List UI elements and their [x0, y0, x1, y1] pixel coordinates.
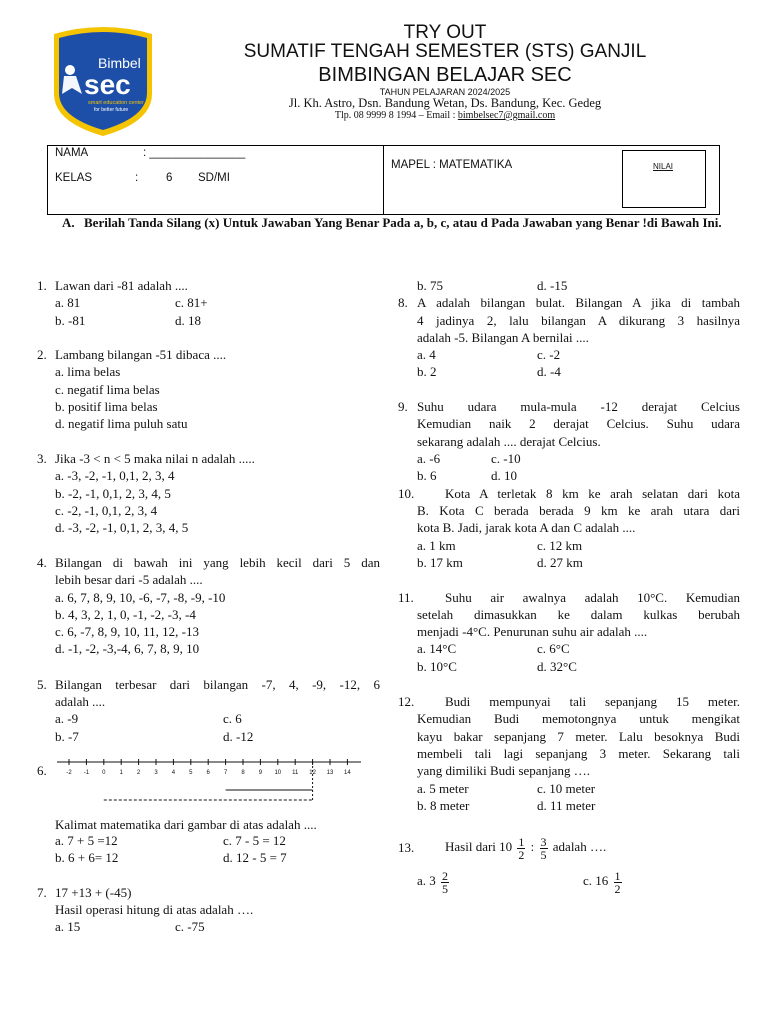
kelas-label: KELAS — [55, 172, 93, 184]
nama-field[interactable]: : _______________ — [143, 147, 246, 159]
number-line-tick-label: 6 — [206, 770, 210, 776]
q3-option-a[interactable]: a. -3, -2, -1, 0,1, 2, 3, 4 — [55, 468, 175, 483]
q11-option-b[interactable]: b. 10°C — [417, 659, 457, 674]
number-line-tick-label: 13 — [326, 770, 334, 776]
kelas-value: 6 — [166, 172, 173, 184]
q13-a-numerator: 2 — [442, 868, 449, 883]
q13-fraction-1 — [517, 836, 525, 861]
q8-number: 8. — [398, 295, 408, 310]
q13-f1-numerator: 1 — [518, 834, 525, 849]
number-line-tick-label: 3 — [154, 770, 158, 776]
number-line-tick-label: 4 — [171, 770, 176, 776]
q8-option-c[interactable]: c. -2 — [537, 347, 561, 362]
q2-number: 2. — [37, 347, 47, 362]
q5-stem-line2: adalah .... — [55, 694, 106, 709]
q9-option-a[interactable]: a. -6 — [417, 451, 441, 466]
q9-line2: Kemudian naik 2 derajat Celcius. Suhu udara — [417, 416, 740, 431]
nama-label: NAMA — [55, 147, 89, 159]
nilai-label: NILAI — [653, 162, 674, 171]
q13-stem — [445, 832, 606, 862]
q9-line1: Suhu udara mula-mula -12 derajat Celcius — [417, 399, 740, 414]
number-line-tick-label: 12 — [309, 770, 316, 776]
q12-option-a[interactable]: a. 5 meter — [417, 781, 469, 796]
title-bimbel: BIMBINGAN BELAJAR SEC — [318, 64, 572, 86]
q11-option-a[interactable]: a. 14°C — [417, 641, 457, 656]
q13-c-whole: c. 16 — [583, 873, 609, 888]
q6-stem: Kalimat matematika dari gambar di atas adalah .... — [55, 817, 317, 832]
q2-option-c[interactable]: c. negatif lima belas — [55, 382, 160, 397]
q9-option-c[interactable]: c. -10 — [491, 451, 521, 466]
q6-number: 6. — [37, 763, 47, 778]
q11-number: 11. — [398, 590, 414, 605]
q5-option-a[interactable]: a. -9 — [55, 711, 79, 726]
q3-option-b[interactable]: b. -2, -1, 0,1, 2, 3, 4, 5 — [55, 486, 171, 501]
q13-stem-pre: Hasil dari 10 — [445, 839, 513, 854]
q13-stem-post: adalah …. — [552, 839, 607, 854]
identity-divider — [383, 146, 384, 214]
school-year: TAHUN PELAJARAN 2024/2025 — [379, 87, 511, 97]
q12-option-b[interactable]: b. 8 meter — [417, 798, 470, 813]
q2-stem: Lambang bilangan -51 dibaca .... — [55, 347, 227, 362]
number-line-tick-label: 9 — [258, 770, 263, 776]
q13-number: 13. — [398, 840, 415, 855]
q12-line4: membeli tali lagi sepanjang 3 meter. Sekarang tali — [417, 746, 740, 761]
q3-number: 3. — [37, 451, 47, 466]
q13-operator: : — [530, 839, 535, 854]
q12-line3: kayu bakar sepanjang 7 meter. Lalu besoknya Budi — [417, 729, 740, 744]
title-try-out: TRY OUT — [403, 22, 487, 43]
q10-line2: B. Kota C berada berada 9 km ke arah utara dari — [417, 503, 740, 518]
mapel: MAPEL : MATEMATIKA — [391, 159, 513, 171]
q3-option-c[interactable]: c. -2, -1, 0,1, 2, 3, 4 — [55, 503, 158, 518]
logo-sub: smart education center — [88, 100, 144, 106]
q9-line3: sekarang adalah .... derajat Celcius. — [417, 434, 601, 449]
bimbel-sec-logo — [48, 24, 158, 138]
q1-option-d[interactable]: d. 18 — [175, 313, 201, 328]
q10-option-b[interactable]: b. 17 km — [417, 555, 463, 570]
q5-stem-line1: Bilangan terbesar dari bilangan -7, 4, -9, -12, 6 — [55, 677, 380, 692]
q10-option-c[interactable]: c. 12 km — [537, 538, 583, 553]
q10-number: 10. — [398, 486, 415, 501]
q13-a-fraction — [441, 870, 449, 895]
q4-option-d[interactable]: d. -1, -2, -3,-4, 6, 7, 8, 9, 10 — [55, 641, 200, 656]
q8-option-d[interactable]: d. -4 — [537, 364, 561, 379]
q5-option-d[interactable]: d. -12 — [223, 729, 254, 744]
q9-option-d[interactable]: d. 10 — [491, 468, 517, 483]
q5-option-b[interactable]: b. -7 — [55, 729, 79, 744]
q12-option-c[interactable]: c. 10 meter — [537, 781, 596, 796]
q12-number: 12. — [398, 694, 415, 709]
q6-option-d[interactable]: d. 12 - 5 = 7 — [223, 850, 287, 865]
number-line-tick-label: 0 — [102, 770, 106, 776]
number-line-tick-label: -1 — [83, 770, 90, 776]
q13-fraction-2 — [540, 836, 548, 861]
number-line-tick-label: 14 — [344, 770, 351, 776]
address: Jl. Kh. Astro, Dsn. Bandung Wetan, Ds. Bandung, Kec. Gedeg — [288, 96, 602, 110]
q13-option-a[interactable] — [417, 866, 451, 896]
identity-box — [47, 145, 720, 215]
q4-option-b[interactable]: b. 4, 3, 2, 1, 0, -1, -2, -3, -4 — [55, 607, 196, 622]
contact — [230, 110, 660, 121]
q13-f1-denominator: 2 — [518, 847, 525, 862]
q12-line2: Kemudian Budi memotongnya untuk mengikat — [417, 711, 740, 726]
title-sts: SUMATIF TENGAH SEMESTER (STS) GANJIL — [243, 41, 647, 62]
q1-option-b[interactable]: b. -81 — [55, 313, 86, 328]
q12-line1: Budi mempunyai tali sepanjang 15 meter. — [445, 694, 740, 709]
q8-line2: 4 jadinya 2, lalu bilangan A dikurang 3 hasilnya — [417, 313, 740, 328]
q5-number: 5. — [37, 677, 47, 692]
q13-a-whole: a. 3 — [417, 873, 436, 888]
q3-stem: Jika -3 < n < 5 maka nilai n adalah ..... — [55, 451, 255, 466]
q2-option-d[interactable]: d. negatif lima puluh satu — [55, 416, 188, 431]
q13-c-fraction — [614, 870, 622, 895]
kelas-colon: : — [135, 172, 139, 184]
q13-a-denominator: 5 — [442, 881, 449, 896]
contact-phone: Tlp. 08 9999 8 1994 – Email : — [334, 110, 458, 121]
q7-option-d[interactable]: d. -15 — [537, 278, 568, 293]
q6-option-b[interactable]: b. 6 + 6= 12 — [55, 850, 119, 865]
q7-option-a[interactable]: a. 15 — [55, 919, 81, 934]
q6-option-c[interactable]: c. 7 - 5 = 12 — [223, 833, 286, 848]
q10-line3: kota B. Jadi, jarak kota A dan C adalah .... — [417, 520, 636, 535]
number-line-figure — [55, 756, 365, 808]
q11-line3: menjadi -4°C. Penurunan suhu air adalah .... — [417, 624, 648, 639]
q13-f2-denominator: 5 — [540, 847, 547, 862]
q7-number: 7. — [37, 885, 47, 900]
number-line-tick-label: 5 — [189, 770, 193, 776]
number-line-tick-label: 7 — [223, 770, 228, 776]
number-line-tick-label: 10 — [274, 770, 282, 776]
q10-line1: Kota A terletak 8 km ke arah selatan dari kota — [445, 486, 740, 501]
q2-option-b[interactable]: b. positif lima belas — [55, 399, 158, 414]
q13-option-c[interactable] — [583, 866, 624, 896]
logo-text: sec — [84, 69, 131, 100]
number-line-tick-label: -2 — [66, 770, 72, 776]
logo-brand: Bimbel — [98, 55, 141, 71]
q1-stem: Lawan dari -81 adalah .... — [55, 278, 188, 293]
number-line-tick-label: 11 — [292, 770, 299, 776]
q2-option-a[interactable]: a. lima belas — [55, 364, 121, 379]
q8-line1: A adalah bilangan bulat. Bilangan A jika di tambah — [417, 295, 740, 310]
logo-tagline: for better future — [94, 107, 129, 113]
q9-option-b[interactable]: b. 6 — [417, 468, 437, 483]
q8-line3: adalah -5. Bilangan A bernilai .... — [417, 330, 589, 345]
q9-number: 9. — [398, 399, 408, 414]
q3-option-d[interactable]: d. -3, -2, -1, 0,1, 2, 3, 4, 5 — [55, 520, 189, 535]
q7-option-b[interactable]: b. 75 — [417, 278, 443, 293]
q4-option-c[interactable]: c. 6, -7, 8, 9, 10, 11, 12, -13 — [55, 624, 199, 639]
q8-option-b[interactable]: b. 2 — [417, 364, 437, 379]
q4-number: 4. — [37, 555, 47, 570]
q1-number: 1. — [37, 278, 47, 293]
q5-option-c[interactable]: c. 6 — [223, 711, 242, 726]
q1-option-a[interactable]: a. 81 — [55, 295, 81, 310]
q10-option-d[interactable]: d. 27 km — [537, 555, 583, 570]
q12-option-d[interactable]: d. 11 meter — [537, 798, 596, 813]
q13-c-denominator: 2 — [614, 881, 621, 896]
q10-option-a[interactable]: a. 1 km — [417, 538, 456, 553]
instruction-text: Berilah Tanda Silang (x) Untuk Jawaban Yang Benar Pada a, b, c, atau d Pada Jawaban yang Benar !di Bawah Ini. — [84, 215, 722, 230]
q6-option-a[interactable]: a. 7 + 5 =12 — [55, 833, 118, 848]
q7-stem-line2: Hasil operasi hitung di atas adalah …. — [55, 902, 254, 917]
number-line-tick-label: 8 — [241, 770, 245, 776]
q11-line1: Suhu air awalnya adalah 10°C. Kemudian — [445, 590, 740, 605]
q4-stem-line2: lebih besar dari -5 adalah .... — [55, 572, 203, 587]
q1-option-c[interactable]: c. 81+ — [175, 295, 208, 310]
q11-line2: setelah dimasukkan ke dalam kulkas berubah — [417, 607, 740, 622]
q7-option-c[interactable]: c. -75 — [175, 919, 205, 934]
kelas-level: SD/MI — [198, 172, 230, 184]
number-line-tick-label: 2 — [136, 770, 141, 776]
q12-line5: yang dimiliki Budi sepanjang …. — [417, 763, 590, 778]
email-link[interactable]: bimbelsec7@gmail.com — [457, 110, 556, 121]
q4-stem-line1: Bilangan di bawah ini yang lebih kecil dari 5 dan — [55, 555, 380, 570]
q13-c-numerator: 1 — [614, 868, 621, 883]
q11-option-c[interactable]: c. 6°C — [537, 641, 570, 656]
q7-stem-line1: 17 +13 + (-45) — [55, 885, 132, 900]
q4-option-a[interactable]: a. 6, 7, 8, 9, 10, -6, -7, -8, -9, -10 — [55, 590, 226, 605]
number-line-tick-label: 1 — [119, 770, 123, 776]
q8-option-a[interactable]: a. 4 — [417, 347, 436, 362]
q11-option-d[interactable]: d. 32°C — [537, 659, 577, 674]
q13-f2-numerator: 3 — [540, 834, 547, 849]
nilai-box — [622, 150, 706, 208]
section-label: A. — [62, 215, 75, 230]
